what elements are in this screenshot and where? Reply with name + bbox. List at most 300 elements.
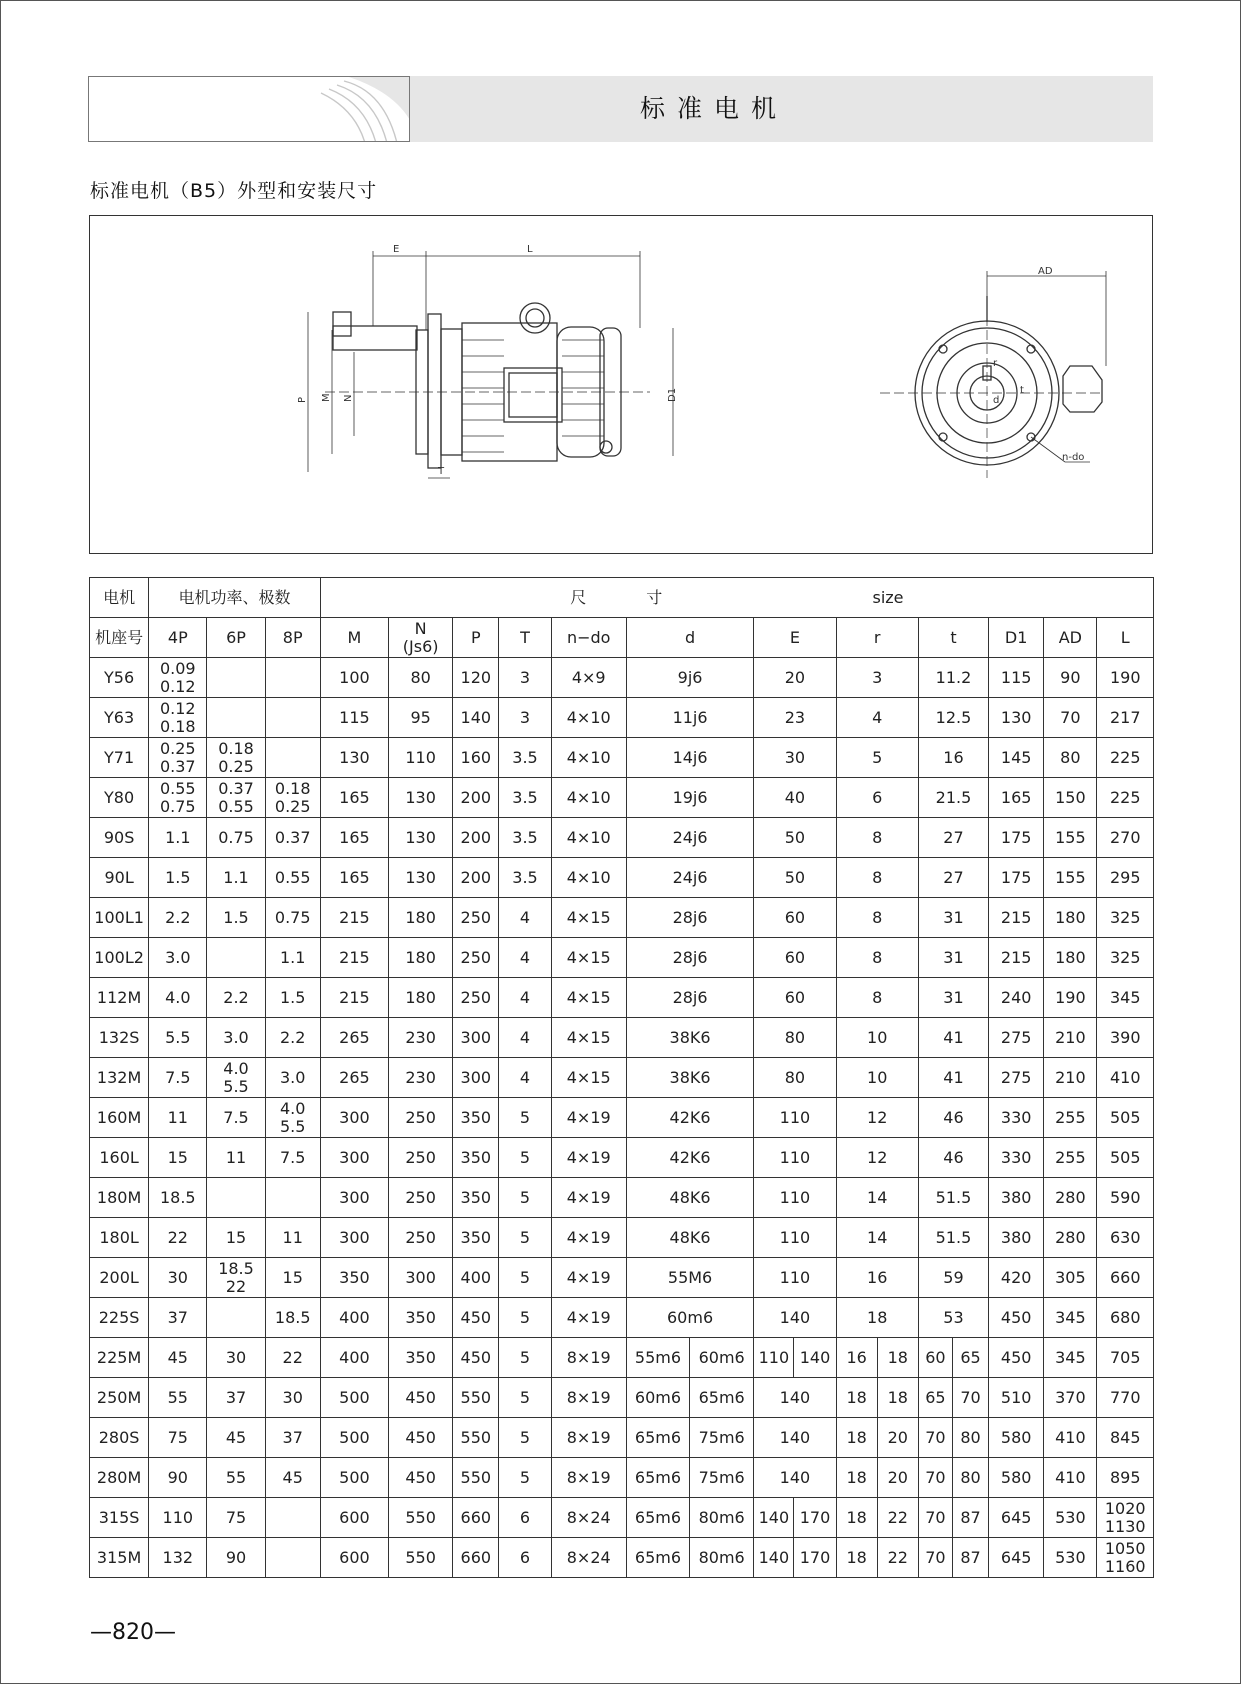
cell-P: 120 — [453, 658, 499, 698]
cell-8p — [265, 658, 320, 698]
cell-P: 140 — [453, 698, 499, 738]
cell-E: 60 — [754, 978, 836, 1018]
cell-M: 400 — [320, 1338, 388, 1378]
cell-frame: 280M — [90, 1458, 149, 1498]
section-title: 标准电机（B5）外型和安装尺寸 — [90, 180, 378, 202]
cell-T: 3 — [499, 658, 551, 698]
cell-8p: 7.5 — [265, 1138, 320, 1178]
cell-ndo: 4×15 — [551, 898, 626, 938]
cell-ndo: 4×15 — [551, 1018, 626, 1058]
cell-L: 225 — [1097, 738, 1154, 778]
cell-D1: 115 — [989, 658, 1044, 698]
cell-4p: 3.0 — [149, 938, 207, 978]
cell-T: 3 — [499, 698, 551, 738]
cell-M: 165 — [320, 778, 388, 818]
cell-AD: 150 — [1044, 778, 1097, 818]
cell-T: 3.5 — [499, 778, 551, 818]
cell-E: 170 — [794, 1538, 836, 1578]
cell-r: 8 — [836, 858, 918, 898]
cell-AD: 180 — [1044, 898, 1097, 938]
cell-r: 18 — [836, 1538, 877, 1578]
cell-6p: 45 — [207, 1418, 265, 1458]
cell-t: 27 — [918, 818, 988, 858]
cell-4p: 22 — [149, 1218, 207, 1258]
cell-t: 46 — [918, 1098, 988, 1138]
cell-frame: Y71 — [90, 738, 149, 778]
cell-8p: 11 — [265, 1218, 320, 1258]
cell-D1: 130 — [989, 698, 1044, 738]
cell-8p: 0.18 0.25 — [265, 778, 320, 818]
cell-frame: 100L2 — [90, 938, 149, 978]
cell-frame: 180M — [90, 1178, 149, 1218]
cell-N: 250 — [389, 1098, 453, 1138]
cell-P: 450 — [453, 1338, 499, 1378]
cell-d: 55M6 — [626, 1258, 753, 1298]
cell-d: 48K6 — [626, 1218, 753, 1258]
cell-frame: 100L1 — [90, 898, 149, 938]
col-frame: 机座号 — [90, 618, 149, 658]
cell-M: 300 — [320, 1218, 388, 1258]
cell-L: 410 — [1097, 1058, 1154, 1098]
cell-r: 18 — [836, 1298, 918, 1338]
cell-E: 23 — [754, 698, 836, 738]
cell-M: 350 — [320, 1258, 388, 1298]
cell-M: 265 — [320, 1018, 388, 1058]
cell-D1: 175 — [989, 858, 1044, 898]
table-row — [90, 1138, 1154, 1178]
cell-N: 180 — [389, 898, 453, 938]
cell-4p: 11 — [149, 1098, 207, 1138]
cell-T: 3.5 — [499, 818, 551, 858]
cell-d: 28j6 — [626, 898, 753, 938]
motor-drawing — [89, 215, 1153, 554]
cell-d: 24j6 — [626, 818, 753, 858]
cell-t: 65 — [918, 1378, 952, 1418]
cell-T: 5 — [499, 1138, 551, 1178]
cell-r: 14 — [836, 1218, 918, 1258]
cell-T: 5 — [499, 1298, 551, 1338]
cell-r: 8 — [836, 938, 918, 978]
label-T: T — [438, 466, 445, 477]
cell-L: 590 — [1097, 1178, 1154, 1218]
cell-6p: 75 — [207, 1498, 265, 1538]
cell-t: 70 — [918, 1418, 952, 1458]
table-row — [90, 1458, 1154, 1498]
cell-t: 65 — [952, 1338, 988, 1378]
cell-frame: 132S — [90, 1018, 149, 1058]
cell-4p: 0.12 0.18 — [149, 698, 207, 738]
cell-AD: 210 — [1044, 1058, 1097, 1098]
cell-t: 16 — [918, 738, 988, 778]
cell-frame: Y80 — [90, 778, 149, 818]
cell-T: 5 — [499, 1458, 551, 1498]
cell-N: 110 — [389, 738, 453, 778]
cell-r: 18 — [836, 1458, 877, 1498]
cell-E: 110 — [754, 1218, 836, 1258]
cell-t: 21.5 — [918, 778, 988, 818]
cell-t: 51.5 — [918, 1218, 988, 1258]
table-row — [90, 858, 1154, 898]
cell-t: 59 — [918, 1258, 988, 1298]
cell-D1: 450 — [989, 1338, 1044, 1378]
cell-6p: 3.0 — [207, 1018, 265, 1058]
cell-T: 5 — [499, 1098, 551, 1138]
cell-d: 9j6 — [626, 658, 753, 698]
cell-E: 110 — [754, 1338, 794, 1378]
cell-ndo: 4×9 — [551, 658, 626, 698]
cell-D1: 580 — [989, 1458, 1044, 1498]
cell-d: 65m6 — [626, 1538, 689, 1578]
col-t: t — [918, 618, 988, 658]
table-row — [90, 1378, 1154, 1418]
label-D1: D1 — [667, 387, 678, 402]
cell-D1: 165 — [989, 778, 1044, 818]
cell-T: 6 — [499, 1498, 551, 1538]
cell-P: 350 — [453, 1178, 499, 1218]
cell-6p: 55 — [207, 1458, 265, 1498]
cell-4p: 1.5 — [149, 858, 207, 898]
cell-L: 325 — [1097, 938, 1154, 978]
cell-M: 265 — [320, 1058, 388, 1098]
cell-E: 140 — [754, 1538, 794, 1578]
cell-ndo: 8×19 — [551, 1418, 626, 1458]
cell-frame: 180L — [90, 1218, 149, 1258]
col-L: L — [1097, 618, 1154, 658]
cell-L: 845 — [1097, 1418, 1154, 1458]
cell-ndo: 4×19 — [551, 1098, 626, 1138]
cell-AD: 210 — [1044, 1018, 1097, 1058]
table-row — [90, 738, 1154, 778]
cell-r: 12 — [836, 1098, 918, 1138]
cell-t: 87 — [952, 1538, 988, 1578]
cell-8p — [265, 1178, 320, 1218]
cell-6p: 18.5 22 — [207, 1258, 265, 1298]
cell-8p — [265, 698, 320, 738]
cell-4p: 75 — [149, 1418, 207, 1458]
cell-4p: 132 — [149, 1538, 207, 1578]
cell-P: 200 — [453, 858, 499, 898]
cell-AD: 530 — [1044, 1538, 1097, 1578]
cell-frame: Y63 — [90, 698, 149, 738]
cell-N: 450 — [389, 1378, 453, 1418]
cell-4p: 4.0 — [149, 978, 207, 1018]
table-row — [90, 1498, 1154, 1538]
cell-4p: 90 — [149, 1458, 207, 1498]
cell-r: 18 — [877, 1378, 918, 1418]
cell-P: 660 — [453, 1538, 499, 1578]
cell-8p: 18.5 — [265, 1298, 320, 1338]
cell-M: 100 — [320, 658, 388, 698]
cell-N: 450 — [389, 1418, 453, 1458]
cell-L: 270 — [1097, 818, 1154, 858]
cell-M: 165 — [320, 858, 388, 898]
cell-AD: 370 — [1044, 1378, 1097, 1418]
cell-6p — [207, 658, 265, 698]
cell-E: 50 — [754, 858, 836, 898]
cell-ndo: 4×19 — [551, 1258, 626, 1298]
cell-T: 5 — [499, 1338, 551, 1378]
cell-ndo: 8×19 — [551, 1378, 626, 1418]
cell-d: 42K6 — [626, 1138, 753, 1178]
cell-D1: 450 — [989, 1298, 1044, 1338]
cell-d: 75m6 — [690, 1458, 754, 1498]
label-E: E — [393, 244, 400, 255]
cell-ndo: 4×10 — [551, 778, 626, 818]
cell-N: 300 — [389, 1258, 453, 1298]
cell-r: 22 — [877, 1498, 918, 1538]
cell-AD: 345 — [1044, 1338, 1097, 1378]
cell-ndo: 4×15 — [551, 1058, 626, 1098]
cell-M: 300 — [320, 1098, 388, 1138]
cell-T: 5 — [499, 1258, 551, 1298]
cell-L: 217 — [1097, 698, 1154, 738]
cell-d: 24j6 — [626, 858, 753, 898]
cell-T: 5 — [499, 1378, 551, 1418]
cell-frame: 250M — [90, 1378, 149, 1418]
cell-frame: 112M — [90, 978, 149, 1018]
cell-L: 295 — [1097, 858, 1154, 898]
header-motor: 电机 — [90, 578, 149, 618]
cell-d: 60m6 — [690, 1338, 754, 1378]
cell-AD: 255 — [1044, 1138, 1097, 1178]
cell-6p: 11 — [207, 1138, 265, 1178]
cell-8p: 4.0 5.5 — [265, 1098, 320, 1138]
cell-E: 110 — [754, 1258, 836, 1298]
cell-t: 51.5 — [918, 1178, 988, 1218]
cell-T: 5 — [499, 1218, 551, 1258]
cell-r: 20 — [877, 1458, 918, 1498]
cell-4p: 45 — [149, 1338, 207, 1378]
cell-AD: 180 — [1044, 938, 1097, 978]
cell-6p: 0.75 — [207, 818, 265, 858]
cell-frame: 225S — [90, 1298, 149, 1338]
table-row — [90, 778, 1154, 818]
cell-N: 450 — [389, 1458, 453, 1498]
cell-AD: 345 — [1044, 1298, 1097, 1338]
cell-r: 18 — [836, 1378, 877, 1418]
cell-6p — [207, 1178, 265, 1218]
cell-M: 115 — [320, 698, 388, 738]
cell-ndo: 4×10 — [551, 858, 626, 898]
cell-AD: 255 — [1044, 1098, 1097, 1138]
cell-4p: 30 — [149, 1258, 207, 1298]
cell-4p: 110 — [149, 1498, 207, 1538]
cell-D1: 275 — [989, 1018, 1044, 1058]
cell-E: 140 — [794, 1338, 836, 1378]
cell-AD: 155 — [1044, 858, 1097, 898]
cell-E: 80 — [754, 1058, 836, 1098]
cell-T: 5 — [499, 1178, 551, 1218]
cell-d: 11j6 — [626, 698, 753, 738]
cell-D1: 145 — [989, 738, 1044, 778]
cell-ndo: 8×24 — [551, 1538, 626, 1578]
table-row — [90, 818, 1154, 858]
cell-t: 31 — [918, 978, 988, 1018]
cell-t: 70 — [918, 1498, 952, 1538]
header-size: 尺寸 size — [320, 578, 1153, 618]
cell-d: 65m6 — [626, 1498, 689, 1538]
cell-E: 140 — [754, 1298, 836, 1338]
table-row — [90, 1338, 1154, 1378]
cell-6p: 1.1 — [207, 858, 265, 898]
cell-L: 1050 1160 — [1097, 1538, 1154, 1578]
cell-L: 630 — [1097, 1218, 1154, 1258]
col-T: T — [499, 618, 551, 658]
col-ndo: n−do — [551, 618, 626, 658]
col-4p: 4P — [149, 618, 207, 658]
label-t: t — [1020, 385, 1024, 396]
cell-T: 4 — [499, 1018, 551, 1058]
cell-M: 130 — [320, 738, 388, 778]
table-row — [90, 1218, 1154, 1258]
cell-t: 31 — [918, 898, 988, 938]
cell-D1: 380 — [989, 1178, 1044, 1218]
cell-frame: 315S — [90, 1498, 149, 1538]
cell-8p: 0.55 — [265, 858, 320, 898]
cell-E: 140 — [754, 1498, 794, 1538]
cell-AD: 530 — [1044, 1498, 1097, 1538]
cell-ndo: 4×10 — [551, 818, 626, 858]
cell-r: 14 — [836, 1178, 918, 1218]
cell-E: 110 — [754, 1178, 836, 1218]
cell-frame: 90L — [90, 858, 149, 898]
cell-M: 215 — [320, 898, 388, 938]
cell-ndo: 4×15 — [551, 978, 626, 1018]
table-row — [90, 1418, 1154, 1458]
cell-N: 250 — [389, 1138, 453, 1178]
cell-D1: 215 — [989, 938, 1044, 978]
cell-D1: 510 — [989, 1378, 1044, 1418]
cell-t: 11.2 — [918, 658, 988, 698]
cell-L: 660 — [1097, 1258, 1154, 1298]
cell-L: 325 — [1097, 898, 1154, 938]
cell-N: 80 — [389, 658, 453, 698]
col-E: E — [754, 618, 836, 658]
cell-D1: 645 — [989, 1498, 1044, 1538]
cell-D1: 215 — [989, 898, 1044, 938]
cell-AD: 410 — [1044, 1418, 1097, 1458]
label-n-do: n-do — [1062, 452, 1085, 463]
cell-AD: 280 — [1044, 1178, 1097, 1218]
cell-t: 46 — [918, 1138, 988, 1178]
cell-N: 550 — [389, 1538, 453, 1578]
cell-r: 18 — [836, 1418, 877, 1458]
cell-t: 80 — [952, 1418, 988, 1458]
cell-8p: 0.37 — [265, 818, 320, 858]
cell-frame: 160L — [90, 1138, 149, 1178]
cell-P: 250 — [453, 938, 499, 978]
cell-d: 48K6 — [626, 1178, 753, 1218]
cell-E: 30 — [754, 738, 836, 778]
cell-N: 95 — [389, 698, 453, 738]
cell-N: 180 — [389, 938, 453, 978]
cell-t: 41 — [918, 1018, 988, 1058]
table-row — [90, 1098, 1154, 1138]
cell-AD: 280 — [1044, 1218, 1097, 1258]
cell-E: 20 — [754, 658, 836, 698]
cell-M: 300 — [320, 1178, 388, 1218]
cell-r: 18 — [836, 1498, 877, 1538]
cell-r: 16 — [836, 1258, 918, 1298]
cell-M: 600 — [320, 1538, 388, 1578]
cell-d: 14j6 — [626, 738, 753, 778]
cell-M: 300 — [320, 1138, 388, 1178]
table-row — [90, 1538, 1154, 1578]
cell-6p: 7.5 — [207, 1098, 265, 1138]
cell-E: 140 — [754, 1378, 836, 1418]
cell-ndo: 8×19 — [551, 1458, 626, 1498]
table-row — [90, 698, 1154, 738]
cell-6p: 0.18 0.25 — [207, 738, 265, 778]
cell-6p — [207, 938, 265, 978]
cell-N: 130 — [389, 778, 453, 818]
label-AD: AD — [1038, 266, 1053, 277]
col-6p: 6P — [207, 618, 265, 658]
col-D1: D1 — [989, 618, 1044, 658]
cell-N: 350 — [389, 1338, 453, 1378]
cell-P: 160 — [453, 738, 499, 778]
cell-8p: 3.0 — [265, 1058, 320, 1098]
cell-E: 40 — [754, 778, 836, 818]
col-M: M — [320, 618, 388, 658]
cell-AD: 80 — [1044, 738, 1097, 778]
cell-r: 22 — [877, 1538, 918, 1578]
cell-N: 350 — [389, 1298, 453, 1338]
cell-frame: 90S — [90, 818, 149, 858]
cell-d: 80m6 — [690, 1498, 754, 1538]
cell-6p: 15 — [207, 1218, 265, 1258]
col-r: r — [836, 618, 918, 658]
cell-8p: 37 — [265, 1418, 320, 1458]
cell-d: 65m6 — [626, 1418, 689, 1458]
cell-8p — [265, 738, 320, 778]
cell-L: 770 — [1097, 1378, 1154, 1418]
cell-P: 350 — [453, 1098, 499, 1138]
cell-M: 215 — [320, 978, 388, 1018]
cell-d: 28j6 — [626, 938, 753, 978]
cell-r: 20 — [877, 1418, 918, 1458]
cell-L: 1020 1130 — [1097, 1498, 1154, 1538]
cell-4p: 55 — [149, 1378, 207, 1418]
cell-t: 53 — [918, 1298, 988, 1338]
cell-D1: 175 — [989, 818, 1044, 858]
cell-D1: 645 — [989, 1538, 1044, 1578]
cell-E: 140 — [754, 1458, 836, 1498]
label-N: N — [343, 394, 354, 402]
cell-8p: 1.5 — [265, 978, 320, 1018]
cell-ndo: 4×10 — [551, 698, 626, 738]
cell-AD: 90 — [1044, 658, 1097, 698]
motor-drawing-svg — [90, 216, 1154, 555]
col-N: N (Js6) — [389, 618, 453, 658]
cell-d: 80m6 — [690, 1538, 754, 1578]
cell-t: 41 — [918, 1058, 988, 1098]
cell-E: 50 — [754, 818, 836, 858]
cell-E: 60 — [754, 938, 836, 978]
cell-P: 300 — [453, 1018, 499, 1058]
cell-ndo: 4×19 — [551, 1178, 626, 1218]
table-row — [90, 658, 1154, 698]
cell-D1: 330 — [989, 1138, 1044, 1178]
cell-t: 70 — [952, 1378, 988, 1418]
cell-M: 215 — [320, 938, 388, 978]
cell-L: 895 — [1097, 1458, 1154, 1498]
cell-r: 10 — [836, 1058, 918, 1098]
page-title: 标准电机 — [640, 94, 789, 123]
cell-AD: 155 — [1044, 818, 1097, 858]
label-d: d — [993, 395, 1000, 406]
cell-L: 190 — [1097, 658, 1154, 698]
